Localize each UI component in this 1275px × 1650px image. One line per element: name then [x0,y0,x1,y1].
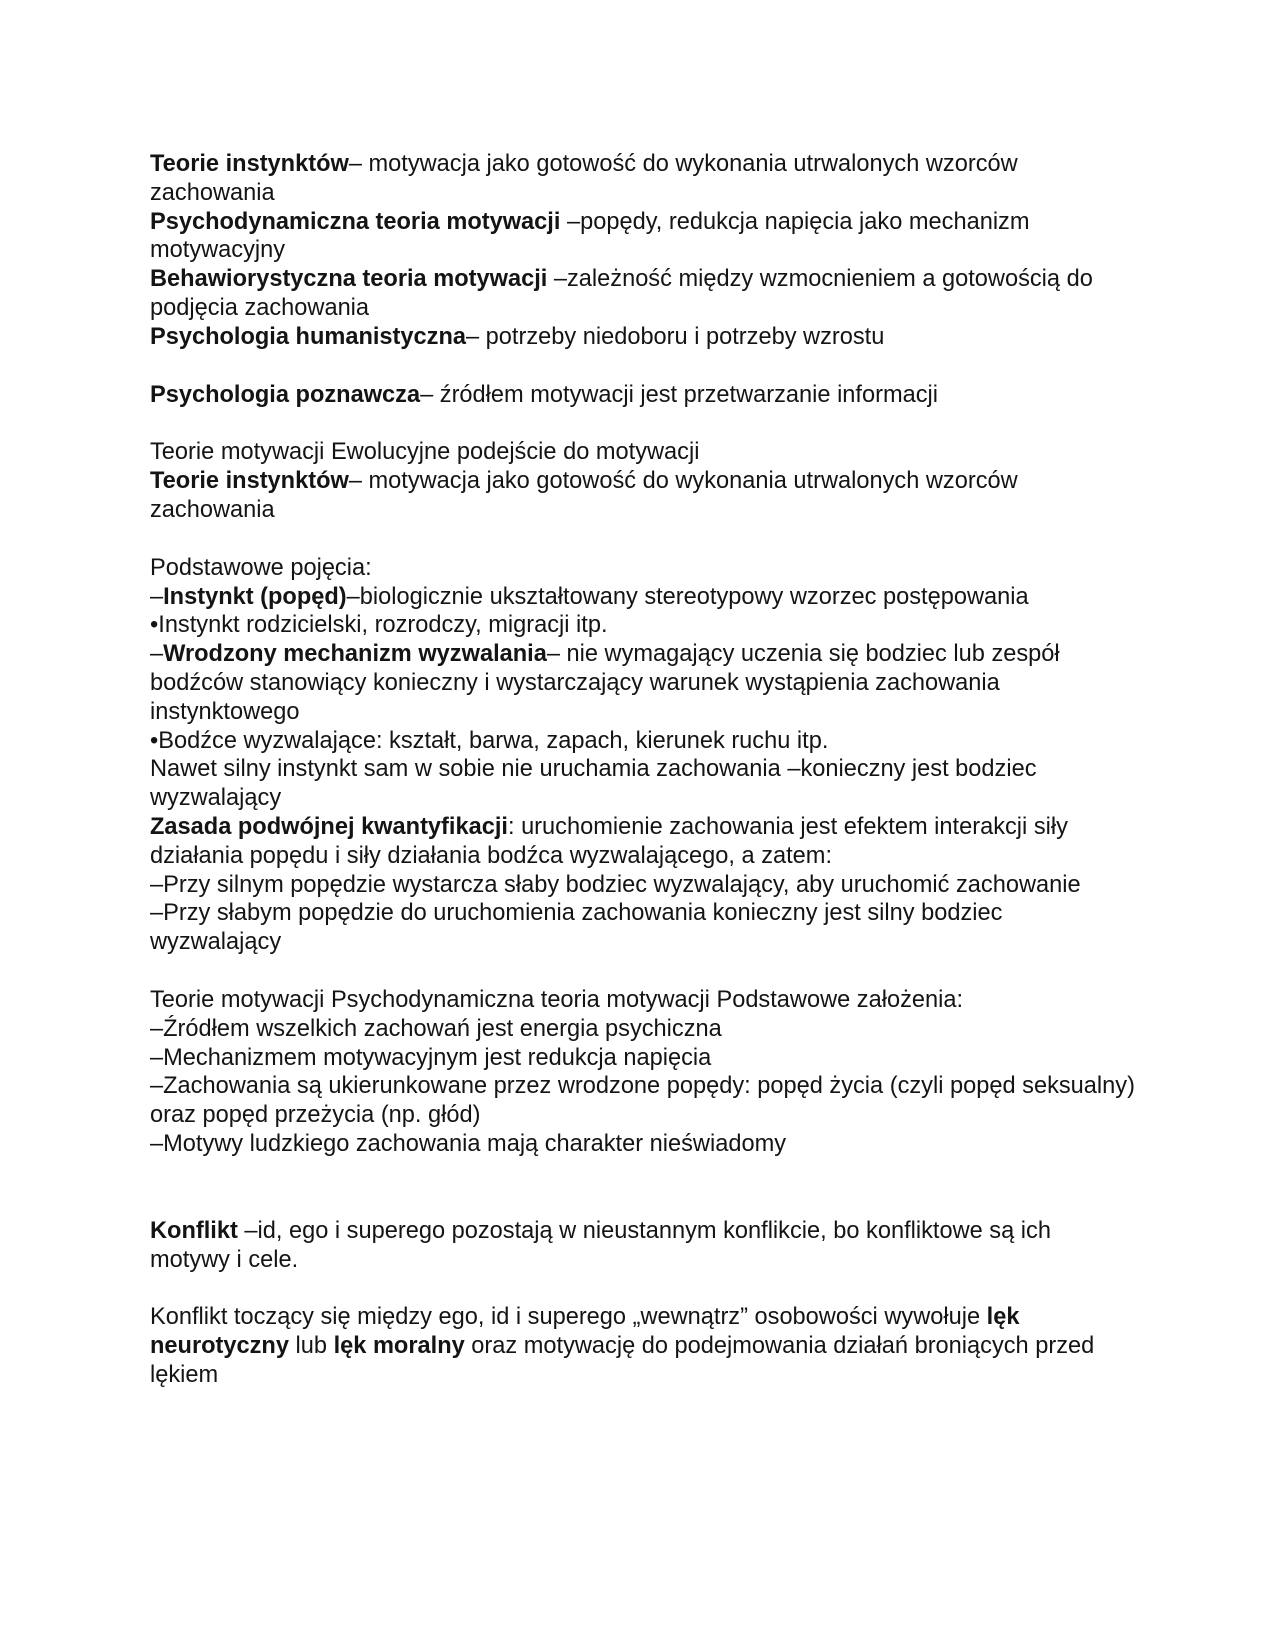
paragraph-releasing-mechanism: –Wrodzony mechanizm wyzwalania– nie wymagający uczenia się bodziec lub zespół bodźców stanowiący konieczny i wystarczający warunek wystąpienia zachowania instynktowego [150,641,1060,725]
paragraph-instinct-theories [150,150,1135,208]
term: Psychologia humanistyczna [150,323,466,350]
definition: – potrzeby niedoboru i potrzeby wzrostu [465,323,885,350]
list-item-weak-drive: –Przy słabym popędzie do uruchomienia zachowania konieczny jest silny bodziec wyzwalający [150,900,1003,956]
document-page [150,150,1135,1390]
term-moral-anxiety: lęk moralny [333,1333,465,1360]
definition: – źródłem motywacji jest przetwarzanie informacji [420,381,939,408]
paragraph-cognitive-psychology [150,381,1135,410]
bullet-releasing-stimuli: •Bodźce wyzwalające: kształt, barwa, zapach, kierunek ruchu itp. [150,727,829,754]
list-item-tension-reduction: –Mechanizmem motywacyjnym jest redukcja napięcia [150,1044,712,1071]
term: Behawiorystyczna teoria motywacji [150,266,548,293]
list-item-unconscious-motives: –Motywy ludzkiego zachowania mają charakter nieświadomy [150,1130,787,1157]
definition: – motywacja jako gotowość do wykonania utrwalonych wzorców zachowania [150,151,1018,206]
term: Instynkt (popęd) [163,583,347,610]
definition: –popędy, redukcja napięcia jako mechanizm motywacyjny [150,208,1030,264]
term: Teorie instynktów [150,151,349,177]
section-heading-evolutionary: Teorie motywacji Ewolucyjne podejście do motywacji [150,439,700,466]
definition: : uruchomienie zachowania jest efektem interakcji siły działania popędu i siły działania bodźca wyzwalającego, a zatem: [150,813,1068,869]
paragraph-conflict-anxiety: Konflikt toczący się między ego, id i superego „wewnątrz” osobowości wywołuje lęk neurotyczny lub lęk moralny oraz motywację do podejmowania działań broniących przed lękiem [150,1304,1095,1388]
term: Psychodynamiczna teoria motywacji [150,208,561,235]
term: Teorie instynktów [150,468,349,495]
definition: –zależność między wzmocnieniem a gotowością do podjęcia zachowania [150,266,1093,321]
paragraph-humanistic-psychology [150,323,1135,352]
section-heading-psychodynamic: Teorie motywacji Psychodynamiczna teoria motywacji Podstawowe założenia: [150,986,964,1013]
bullet-instinct-examples: •Instynkt rodzicielski, rozrodczy, migracji itp. [150,612,608,639]
term: Psychologia poznawcza [150,381,421,408]
paragraph-strong-instinct: Nawet silny instynkt sam w sobie nie uruchamia zachowania –konieczny jest bodziec wyzwalający [150,756,1037,812]
paragraph-instinct: –Instynkt (popęd)–biologicznie ukształtowany stereotypowy wzorzec postępowania [150,583,1029,610]
list-item-innate-drives: –Zachowania są ukierunkowane przez wrodzone popędy: popęd życia (czyli popęd seksualny) oraz popęd przeżycia (np. głód) [150,1073,1135,1129]
paragraph-conflict [150,1217,1135,1275]
paragraph-behaviorist-theory [150,265,1135,323]
list-item-strong-drive: –Przy silnym popędzie wystarcza słaby bodziec wyzwalający, aby uruchomić zachowanie [150,871,1081,898]
definition: – motywacja jako gotowość do wykonania utrwalonych wzorców zachowania [150,468,1018,523]
definition: –id, ego i superego pozostają w nieustannym konflikcie, bo konfliktowe są ich motywy i cele. [150,1217,1051,1273]
paragraph-psychodynamic-theory [150,208,1135,266]
term: Zasada podwójnej kwantyfikacji [150,813,508,840]
paragraph-double-quantification [150,813,1135,871]
list-item-psychic-energy: –Źródłem wszelkich zachowań jest energia psychiczna [150,1015,722,1042]
term: Konflikt [150,1217,238,1244]
term-neurotic-anxiety: lęk neurotyczny [150,1304,1020,1360]
basic-concepts-heading: Podstawowe pojęcia: [150,554,372,581]
definition: – nie wymagający uczenia się bodziec lub zespół bodźców stanowiący konieczny i wystarczający warunek wystąpienia zachowania instynktowego [150,641,1060,725]
paragraph-instinct-theories-2 [150,467,1135,525]
term: Wrodzony mechanizm wyzwalania [163,641,547,668]
definition: –biologicznie ukształtowany stereotypowy wzorzec postępowania [346,583,1029,610]
